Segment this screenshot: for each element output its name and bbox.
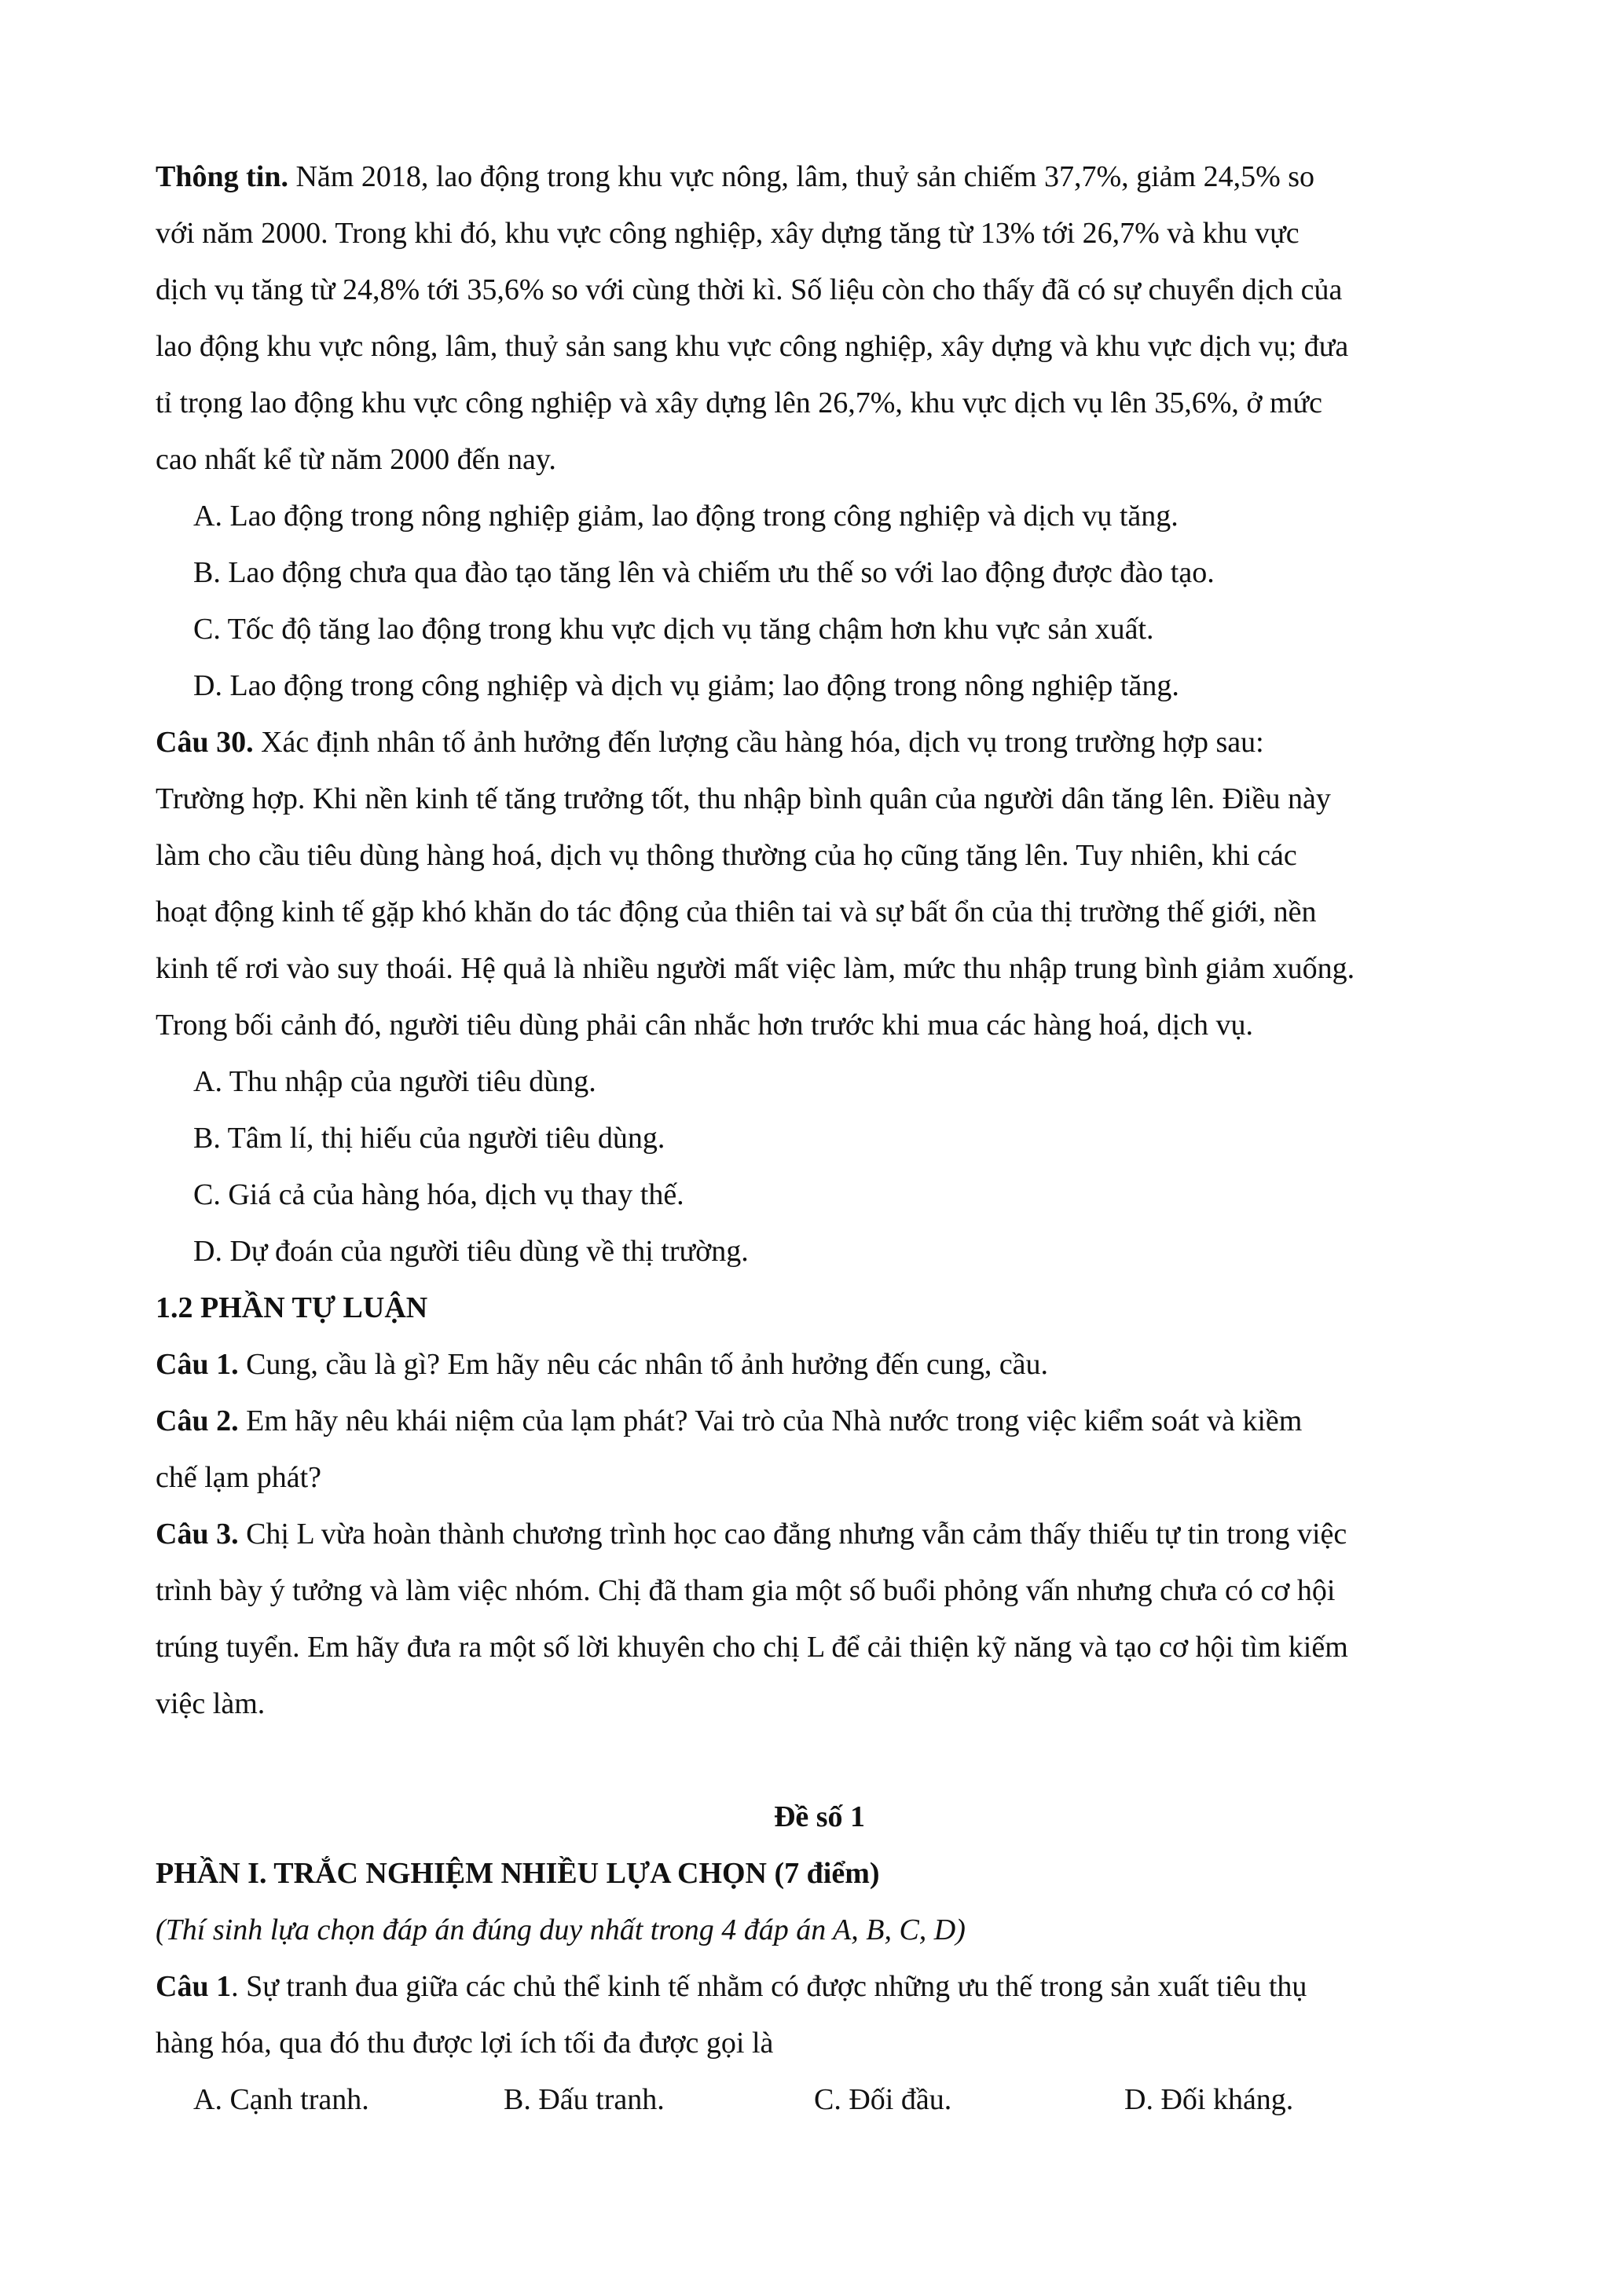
question-line: Trường hợp. Khi nền kinh tế tăng trưởng tốt, thu nhập bình quân của người dân tăng lên. Điều này	[156, 782, 1331, 815]
answer-option-b: B. Tâm lí, thị hiếu của người tiêu dùng.	[193, 1122, 665, 1155]
essay-question-1	[156, 1336, 1483, 1393]
part-heading: PHẦN I. TRẮC NGHIỆM NHIỀU LỰA CHỌN (7 điểm)	[156, 1857, 880, 1890]
question-line: việc làm.	[156, 1687, 266, 1720]
question-label: Câu 30.	[156, 726, 254, 759]
info-line: dịch vụ tăng từ 24,8% tới 35,6% so với cùng thời kì. Số liệu còn cho thấy đã có sự chuyển dịch của	[156, 273, 1343, 306]
question-label: Câu 2.	[156, 1404, 239, 1437]
answer-option-a: A. Thu nhập của người tiêu dùng.	[193, 1065, 596, 1098]
instruction-text: (Thí sinh lựa chọn đáp án đúng duy nhất trong 4 đáp án A, B, C, D)	[156, 1913, 966, 1946]
info-line: với năm 2000. Trong khi đó, khu vực công nghiệp, xây dựng tăng từ 13% tới 26,7% và khu vực	[156, 217, 1300, 250]
essay-question-3	[156, 1506, 1483, 1732]
question-label: Câu 3.	[156, 1518, 239, 1551]
question-line: hoạt động kinh tế gặp khó khăn do tác động của thiên tai và sự bất ổn của thị trường thế giới, nền	[156, 895, 1317, 928]
answer-option-d: D. Đối kháng.	[1124, 2083, 1294, 2116]
answer-option-d: D. Lao động trong công nghiệp và dịch vụ giảm; lao động trong nông nghiệp tăng.	[193, 669, 1179, 702]
page-content	[156, 148, 1483, 2128]
answer-option-c: C. Đối đầu.	[814, 2083, 952, 2116]
section-heading: 1.2 PHẦN TỰ LUẬN	[156, 1291, 428, 1324]
question-line: Câu 3. Chị L vừa hoàn thành chương trình học cao đẳng nhưng vẫn cảm thấy thiếu tự tin trong việc	[156, 1518, 1347, 1551]
answer-option-a: A. Cạnh tranh.	[193, 2083, 369, 2116]
question-line: chế lạm phát?	[156, 1461, 322, 1494]
answer-option-d: D. Dự đoán của người tiêu dùng về thị trường.	[193, 1235, 749, 1268]
question-line: Câu 1. Cung, cầu là gì? Em hãy nêu các nhân tố ảnh hưởng đến cung, cầu.	[156, 1348, 1049, 1381]
answer-option-b: B. Lao động chưa qua đào tạo tăng lên và chiếm ưu thế so với lao động được đào tạo.	[193, 556, 1215, 589]
question-line: trúng tuyển. Em hãy đưa ra một số lời khuyên cho chị L để cải thiện kỹ năng và tạo cơ hội tìm kiếm	[156, 1631, 1348, 1664]
answer-option-c: C. Giá cả của hàng hóa, dịch vụ thay thế.	[193, 1178, 684, 1211]
question-line: kinh tế rơi vào suy thoái. Hệ quả là nhiều người mất việc làm, mức thu nhập trung bình giảm xuống.	[156, 952, 1355, 985]
question-line: Câu 2. Em hãy nêu khái niệm của lạm phát? Vai trò của Nhà nước trong việc kiểm soát và kiềm	[156, 1404, 1303, 1437]
question-line: trình bày ý tưởng và làm việc nhóm. Chị đã tham gia một số buổi phỏng vấn nhưng chưa có cơ hội	[156, 1574, 1336, 1607]
question-line: làm cho cầu tiêu dùng hàng hoá, dịch vụ thông thường của họ cũng tăng lên. Tuy nhiên, khi các	[156, 839, 1297, 872]
essay-question-2	[156, 1393, 1483, 1506]
question-label: Câu 1	[156, 1970, 232, 2003]
info-line: cao nhất kể từ năm 2000 đến nay.	[156, 443, 556, 476]
answer-options-row	[156, 2071, 1483, 2128]
question-30	[156, 714, 1483, 1053]
question-line: hàng hóa, qua đó thu được lợi ích tối đa được gọi là	[156, 2027, 774, 2060]
info-line: lao động khu vực nông, lâm, thuỷ sản sang khu vực công nghiệp, xây dựng và khu vực dịch vụ; đưa	[156, 330, 1349, 363]
question-line: Câu 1. Sự tranh đua giữa các chủ thể kinh tế nhằm có được những ưu thế trong sản xuất tiêu thụ	[156, 1970, 1307, 2003]
info-line: Thông tin. Năm 2018, lao động trong khu vực nông, lâm, thuỷ sản chiếm 37,7%, giảm 24,5% so	[156, 160, 1315, 193]
info-label: Thông tin.	[156, 160, 288, 193]
question-line: Trong bối cảnh đó, người tiêu dùng phải cân nhắc hơn trước khi mua các hàng hoá, dịch vụ.	[156, 1009, 1254, 1042]
spacer	[156, 1732, 1483, 1789]
answer-option-b: B. Đấu tranh.	[504, 2083, 665, 2116]
info-line: tỉ trọng lao động khu vực công nghiệp và xây dựng lên 26,7%, khu vực dịch vụ lên 35,6%, ở mức	[156, 386, 1322, 419]
answer-option-c: C. Tốc độ tăng lao động trong khu vực dịch vụ tăng chậm hơn khu vực sản xuất.	[193, 613, 1154, 646]
question-label: Câu 1.	[156, 1348, 239, 1381]
info-paragraph	[156, 148, 1483, 488]
answer-option-a: A. Lao động trong nông nghiệp giảm, lao động trong công nghiệp và dịch vụ tăng.	[193, 500, 1179, 533]
exam-question-1	[156, 1958, 1483, 2071]
question-line: Câu 30. Xác định nhân tố ảnh hưởng đến lượng cầu hàng hóa, dịch vụ trong trường hợp sau:	[156, 726, 1264, 759]
exam-title: Đề số 1	[773, 1800, 866, 1833]
